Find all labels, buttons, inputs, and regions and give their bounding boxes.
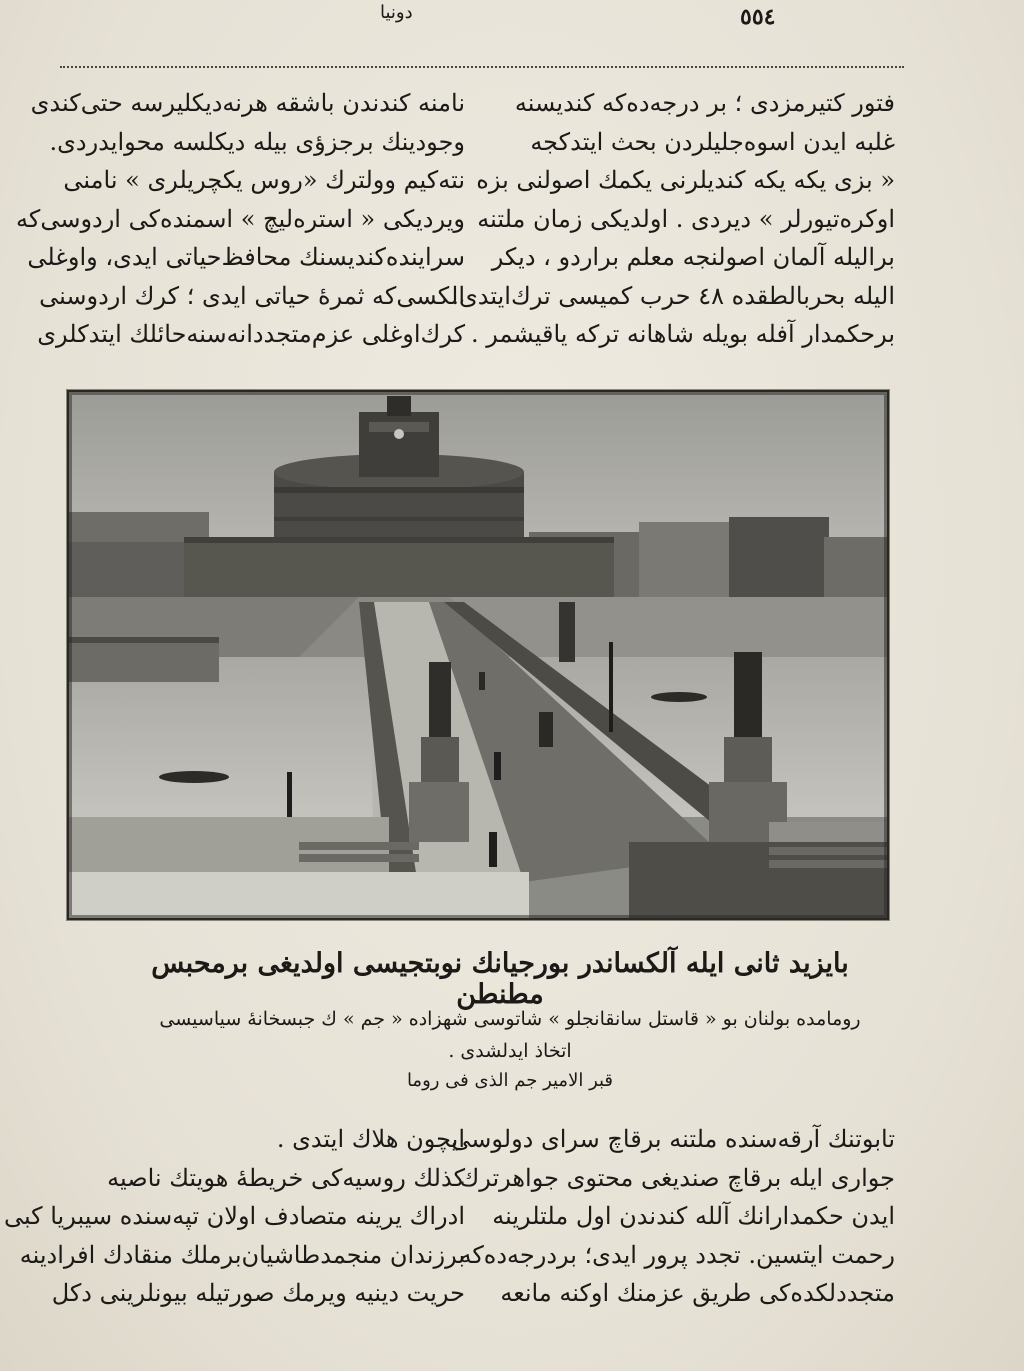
text-line: برحکمدار آفله بویله شاهانه ترکه یاقیشمر . <box>470 320 895 348</box>
top-left-column <box>16 84 465 354</box>
castel-sant-angelo-photo <box>67 390 889 920</box>
figure-caption-title: بایزید ثانی ایله آلکساندر بورجیانك نوبتجیسی اولدیغی برمحبس مطنطن <box>151 948 849 1010</box>
text-line: سراینده‌کندیسنك محافظ‌حیاتی ایدی، واوغلی <box>27 243 465 271</box>
text-line: نته‌کیم وولترك «روس یکچریلری » نامنی <box>63 166 465 194</box>
text-line: الکسی‌که ثمرهٔ حیاتی ایدی ؛ کرك اردوسنی <box>39 281 465 310</box>
text-line: نامنه کندندن باشقه هرنه‌دیکلیرسه حتی‌کندی <box>30 89 465 117</box>
figure-caption-subtitle <box>130 1003 890 1067</box>
text-line: برالیله آلمان اصولنجه معلم براردو ، دیکر <box>491 243 895 271</box>
text-line: وجودینك برجزؤی بیله دیکلسه محوایدردی. <box>49 127 465 156</box>
text-line: فتور کتیرمزدی ؛ بر درجه‌ده‌که کندیسنه <box>514 89 895 117</box>
text-line: « بزی یکه یکه کندیلرنی یکمك اصولنی بزه <box>476 166 895 194</box>
text-line: الیله بحربالطقده ٤٨ حرب کمیسی ترك‌ایتدی. <box>451 281 895 310</box>
text-line: ویردیکی « استره‌لیچ » اسمنده‌کی اردوسی‌که <box>16 204 465 233</box>
caption-line: رومامده بولنان بو « قاستل سانقانجلو » شاتوسی شهزاده « جم » ك جبسخانهٔ سیاسیسی <box>159 1008 861 1030</box>
text-line: متجددلکده‌کی طریق عزمنك اوکنه مانعه <box>500 1279 895 1307</box>
text-line: کرك‌اوغلی عزم‌متجددانه‌سنه‌حائلك ایتدکلری <box>37 320 465 348</box>
caption-line: اتخاذ ایدلشدی . <box>448 1040 572 1062</box>
text-line: برزندان منجمدطاشیان‌برملك منقادك افرادینه <box>19 1240 465 1269</box>
figure-caption-arabic: قبر الامیر جم الذی فی روما <box>406 1070 614 1091</box>
text-line: جواری ایله برقاچ صندیغی محتوی جواهرترك <box>459 1163 895 1192</box>
text-line: غلبه ایدن اسوه‌جلیلردن بحث ایتدکجه <box>530 127 895 156</box>
text-line: کذلك روسیه‌کی خریطهٔ هویتك ناصیه <box>107 1163 465 1192</box>
header-divider <box>60 66 904 68</box>
text-line: اوکره‌تیورلر » دیردی . اولدیکی زمان ملتنه <box>477 204 895 233</box>
bottom-right-column <box>451 1120 895 1313</box>
text-line: ایدن حکمدارانك آلله کندندن اول ملتلرینه <box>492 1202 895 1230</box>
text-line: رحمت ایتسین. تجدد پرور ایدی؛ بردرجه‌ده‌که <box>459 1240 895 1269</box>
text-line: ایچون هلاك ایتدی . <box>276 1125 465 1153</box>
text-line: ادراك یرینه متصادف اولان تپه‌سنده سیبریا کبی <box>3 1202 465 1230</box>
text-line: تابوتنك آرقه‌سنده ملتنه برقاچ سرای دولوسی <box>451 1125 895 1153</box>
page-number: ٥٥٤ <box>740 4 776 30</box>
top-right-column <box>451 84 895 354</box>
text-line: حریت دینیه ویرمك صورتیله بیونلرینی دکل <box>51 1279 465 1307</box>
bottom-left-column <box>3 1120 465 1313</box>
running-title: دونیا <box>380 2 413 23</box>
